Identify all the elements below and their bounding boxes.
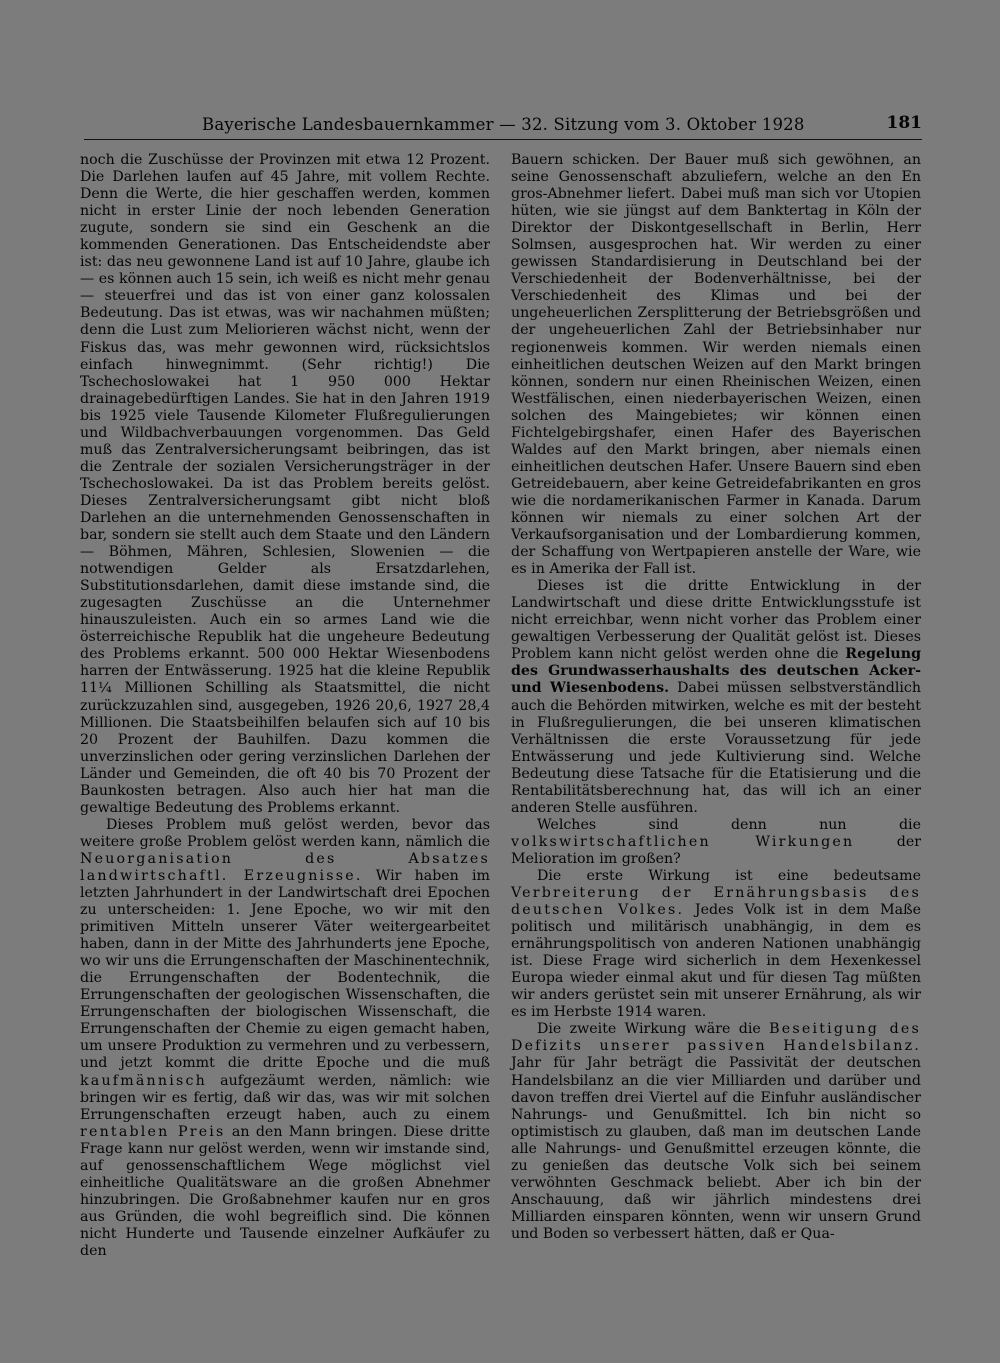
paragraph-text: Dieses Problem muß gelöst werden, bevor das weitere große Problem gelöst werden kann, nämlich die (80, 816, 490, 850)
paragraph-text: aufgezäumt werden, nämlich: wie bringen wir es fertig, daß wir das, was wir mit solchen Errungenschaften erzeugt haben, auch zu einem (80, 1072, 490, 1123)
paragraph-text: Die erste Wirkung ist eine bedeutsame (537, 867, 921, 884)
spaced-emphasis: Neuorganisation des Absatzes landwirtschaftl. Erzeugnisse. (80, 850, 490, 884)
spaced-emphasis: kaufmännisch (80, 1072, 207, 1089)
left-column (80, 152, 490, 1260)
paragraph-text: Dieses ist die dritte Entwicklung in der Landwirtschaft und diese dritte Entwicklungsstufe ist nicht erreichbar, wenn nicht vorher das Problem einer gewaltigen Verbesserung der Qualität gelöst ist. Dieses Problem kann nicht gelöst werden ohne die (511, 578, 921, 663)
paragraph (511, 578, 921, 817)
page-number: 181 (886, 113, 922, 133)
paragraph-text: der Melioration im großen? (511, 833, 921, 867)
paragraph (80, 152, 490, 817)
spaced-emphasis: volkswirtschaftlichen Wirkungen (511, 833, 855, 850)
paragraph-text: Jahr für Jahr beträgt die Passivität der deutschen Handelsbilanz an die vier Milliarden und darüber und davon treffen drei Viertel auf die Einfuhr ausländischer Nahrungs- und Genußmittel. Ich bin nicht so optimistisch zu glauben, daß man im deutschen Lande alle Nahrungs- und Genußmittel erzeugen könnte, die zu genießen das deutsche Volk sich bei seinem verwöhnten Geschmack beliebt. Aber ich bin der Anschauung, daß wir jährlich mindestens drei Milliarden einsparen könnten, wenn wir unsern Grund und Boden so verbessert hätten, daß er Qua- (511, 1055, 921, 1242)
running-title: Bayerische Landesbauernkammer — 32. Sitzung vom 3. Oktober 1928 (202, 115, 805, 134)
right-column (511, 152, 921, 1243)
paragraph-text: Wir haben im letzten Jahrhundert in der Landwirtschaft drei Epochen zu unterscheiden: 1. Jene Epoche, wo wir mit den primitiven Mitteln unserer Väter weitergearbeitet haben, dann in der Mitte des Jahrhunderts jene Epoche, wo wir uns die Errungenschaften der Maschinentechnik, die Errungenschaften der Bodentechnik, die Errungenschaften der geologischen Wissenschaften, die Errungenschaften der biologischen Wissenschaft, die Errungenschaften der Chemie zu eigen gemacht haben, um unsere Produktion zu vermehren und zu verbessern, und jetzt kommt die dritte Epoche und die muß (80, 867, 491, 1072)
spaced-emphasis: Beseitigung des Defizits unserer passiven Handelsbilanz. (511, 1021, 921, 1055)
paragraph (511, 1021, 921, 1243)
paragraph-text: Die zweite Wirkung wäre die (537, 1021, 770, 1038)
paragraph-text: Welches sind denn nun die (537, 816, 921, 833)
spaced-emphasis: Verbreiterung der Ernährungsbasis des deutschen Volkes. (511, 885, 921, 919)
bold-emphasis: Regelung des Grundwasserhaushalts des deutschen Acker- und Wiesenbodens. (511, 646, 921, 697)
spaced-emphasis: rentablen Preis (80, 1123, 226, 1140)
paragraph (511, 817, 921, 868)
paragraph (80, 817, 490, 1260)
paragraph-text: Dabei müssen selbstverständlich auch die Behörden mitwirken, welche es mit der besteht in Flußregulierungen, die bei unseren klimatischen Verhältnissen die erste Voraussetzung für jede Entwässerung und jede Kultivierung sind. Welche Bedeutung diese Tatsache für die Etatisierung und die Rentabilitätsberechnung hat, das will ich an einer anderen Stelle ausführen. (511, 680, 921, 816)
page-header (84, 113, 922, 140)
paragraph-text: Jedes Volk ist in dem Maße politisch und militärisch unabhängig, in dem es ernährungspolitisch von anderen Nationen unabhängig ist. Diese Frage wird sicherlich in dem Hexenkessel Europa wieder einmal akut und für diesen Tag müßten wir anders gerüstet sein mit unserer Ernährung, als wir es im Herbste 1914 waren. (511, 902, 921, 1021)
paragraph (511, 152, 921, 578)
paragraph-text: noch die Zuschüsse der Provinzen mit etwa 12 Prozent. Die Darlehen laufen auf 45 Jahre, mit vollem Rechte. Denn die Werte, die hier geschaffen werden, kommen nicht in erster Linie der noch lebenden Generation zugute, sondern sie sind ein Geschenk an die kommenden Generationen. Das Entscheidendste aber ist: das neu gewonnene Land ist auf 10 Jahre, glaube ich — es können auch 15 sein, ich weiß es nicht mehr genau — steuerfrei und das ist von einer ganz kolossalen Bedeutung. Das ist etwas, was wir nachahmen müßten; denn die Lust zum Meliorieren wächst nicht, wenn der Fiskus das, was mehr gewonnen wird, rücksichtslos einfach hinwegnimmt. (Sehr richtig!) Die Tschechoslowakei hat 1 950 000 Hektar drainagebedürftigen Landes. Sie hat in den Jahren 1919 bis 1925 viele Tausende Kilometer Flußregulierungen und Wildbachverbauungen vorgenommen. Das Geld muß das Zentralversicherungsamt beibringen, das ist die Zentrale der sozialen Versicherungsträger in der Tschechoslowakei. Da ist das Problem bereits gelöst. Dieses Zentralversicherungsamt gibt nicht bloß Darlehen an die unternehmenden Genossenschaften in bar, sondern sie stellt auch dem Staate und den Ländern — Böhmen, Mähren, Schlesien, Slowenien — die notwendigen Gelder als Ersatzdarlehen, Substitutionsdarlehen, damit diese imstande sind, die zugesagten Zuschüsse an die Unternehmer hinauszuleisten. Auch ein so armes Land wie die österreichische Republik hat die ungeheure Bedeutung des Problems erkannt. 500 000 Hektar Wiesenbodens harren der Entwässerung. 1925 hat die kleine Republik 11¼ Millionen Schilling als Staatsmittel, die nicht zurückzuzahlen sind, ausgegeben, 1926 20,6, 1927 28,4 Millionen. Die Staatsbeihilfen belaufen sich auf 10 bis 20 Prozent der Bauhilfen. Dazu kommen die unverzinslichen oder gering verzinslichen Darlehen der Länder und Gemeinden, die oft 40 bis 70 Prozent der Baunkosten betragen. Also auch hier hat man die gewaltige Bedeutung des Problems erkannt. (80, 152, 490, 816)
paragraph-text: Bauern schicken. Der Bauer muß sich gewöhnen, an seine Genossenschaft abzuliefern, welche an den En gros-Abnehmer liefert. Dabei muß man sich vor Utopien hüten, wie sie jüngst auf dem Banktertag in Köln der Direktor der Diskontgesellschaft in Berlin, Herr Solmsen, ausgesprochen hat. Wir werden zu einer gewissen Standardisierung in Deutschland bei der Verschiedenheit der Bodenverhältnisse, bei der Verschiedenheit des Klimas und bei der ungeheuerlichen Zersplitterung der Betriebsgrößen und der ungeheuerlichen Zahl der Betriebsinhaber nur regionenweis kommen. Wir werden niemals einen einheitlichen deutschen Weizen auf den Markt bringen können, sondern nur einen Rheinischen Weizen, einen Westfälischen, einen niederbayerischen Weizen, einen solchen des Maingebietes; wir können einen Fichtelgebirgshafer, einen Hafer des Bayerischen Waldes auf den Markt bringen, aber niemals einen einheitlichen deutschen Hafer. Unsere Bauern sind eben Getreidebauern, aber keine Getreidefabrikanten en gros wie die nordamerikanischen Farmer in Kanada. Darum können wir niemals zu einer solchen Art der Verkaufsorganisation und der Lombardierung kommen, der Schaffung von Wertpapieren anstelle der Ware, wie es in Amerika der Fall ist. (511, 152, 921, 578)
paragraph (511, 868, 921, 1021)
paragraph-text: an den Mann bringen. Diese dritte Frage kann nur gelöst werden, wenn wir imstande sind, auf genossenschaftlichem Wege möglichst viel einheitliche Qualitätsware an die großen Abnehmer hinzubringen. Die Großabnehmer kaufen nur en gros aus Gründen, die wohl begreiflich sind. Die können nicht Hunderte und Tausende einzelner Aufkäufer zu den (80, 1123, 490, 1259)
